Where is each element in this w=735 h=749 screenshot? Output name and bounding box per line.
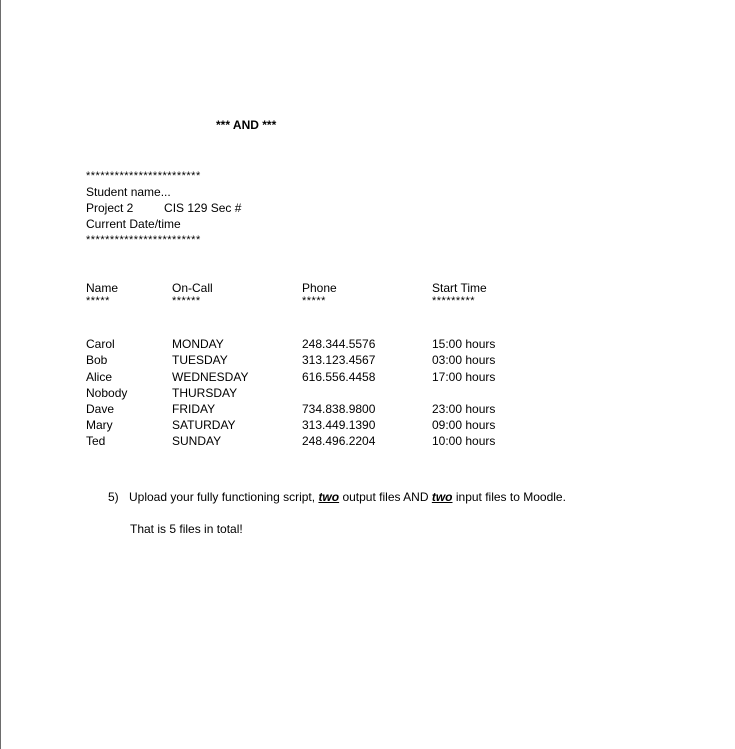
cell-day: FRIDAY — [172, 401, 216, 416]
cell-phone: 734.838.9800 — [302, 401, 376, 416]
cell-start-time: 03:00 hours — [432, 353, 496, 368]
course-label: CIS 129 Sec # — [164, 201, 242, 215]
total-files-note: That is 5 files in total! — [130, 522, 243, 536]
cell-name: Mary — [86, 418, 113, 433]
program-header-comment — [86, 168, 241, 248]
cell-day: SATURDAY — [172, 418, 236, 433]
cell-name: Ted — [86, 434, 106, 449]
page-left-border — [0, 0, 1, 749]
cell-name: Nobody — [86, 385, 128, 400]
cell-day: THURSDAY — [172, 385, 238, 400]
column-stars-name: ***** — [86, 295, 110, 308]
cell-name: Carol — [86, 337, 115, 352]
column-stars-phone: ***** — [302, 295, 326, 308]
cell-day: SUNDAY — [172, 434, 222, 449]
column-header-on-call: On-Call — [172, 281, 213, 295]
cell-start-time: 09:00 hours — [432, 418, 496, 433]
column-start-time — [432, 280, 495, 450]
column-stars-start-time: ********* — [432, 295, 476, 308]
cell-phone: 248.344.5576 — [302, 337, 376, 352]
instruction-text-part1: Upload your fully functioning script, — [129, 490, 316, 504]
header-stars-bottom: ************************ — [86, 234, 201, 246]
cell-phone: 616.556.4458 — [302, 369, 376, 384]
cell-phone: 313.123.4567 — [302, 353, 376, 368]
column-stars-on-call: ****** — [172, 295, 201, 308]
column-header-start-time: Start Time — [432, 281, 487, 295]
cell-phone: 313.449.1390 — [302, 418, 376, 433]
column-name — [86, 280, 127, 450]
cell-start-time — [432, 385, 495, 401]
instruction-text-part3: input files to Moodle. — [455, 490, 566, 504]
column-phone — [302, 280, 375, 450]
column-header-phone: Phone — [302, 281, 337, 295]
cell-phone — [302, 385, 375, 401]
cell-day: MONDAY — [172, 337, 224, 352]
instruction-number: 5) — [108, 490, 119, 504]
cell-start-time: 17:00 hours — [432, 369, 496, 384]
header-stars-top: ************************ — [86, 170, 201, 182]
cell-name: Dave — [86, 401, 115, 416]
and-separator: *** AND *** — [216, 118, 277, 132]
instruction-emphasis-two: two — [431, 490, 453, 504]
cell-name: Bob — [86, 353, 108, 368]
project-line — [86, 200, 241, 216]
cell-start-time: 10:00 hours — [432, 434, 496, 449]
cell-day: TUESDAY — [172, 353, 228, 368]
cell-name: Alice — [86, 369, 113, 384]
cell-day: WEDNESDAY — [172, 369, 249, 384]
instruction-emphasis-two: two — [318, 490, 340, 504]
upload-instruction — [108, 490, 566, 504]
instruction-text-part2: output files AND — [342, 490, 429, 504]
cell-phone: 248.496.2204 — [302, 434, 376, 449]
cell-start-time: 23:00 hours — [432, 401, 496, 416]
current-datetime: Current Date/time — [86, 217, 181, 231]
cell-start-time: 15:00 hours — [432, 337, 496, 352]
student-name: Student name... — [86, 185, 171, 199]
column-header-name: Name — [86, 281, 119, 295]
project-label: Project 2 — [86, 201, 134, 215]
column-on-call — [172, 280, 248, 450]
